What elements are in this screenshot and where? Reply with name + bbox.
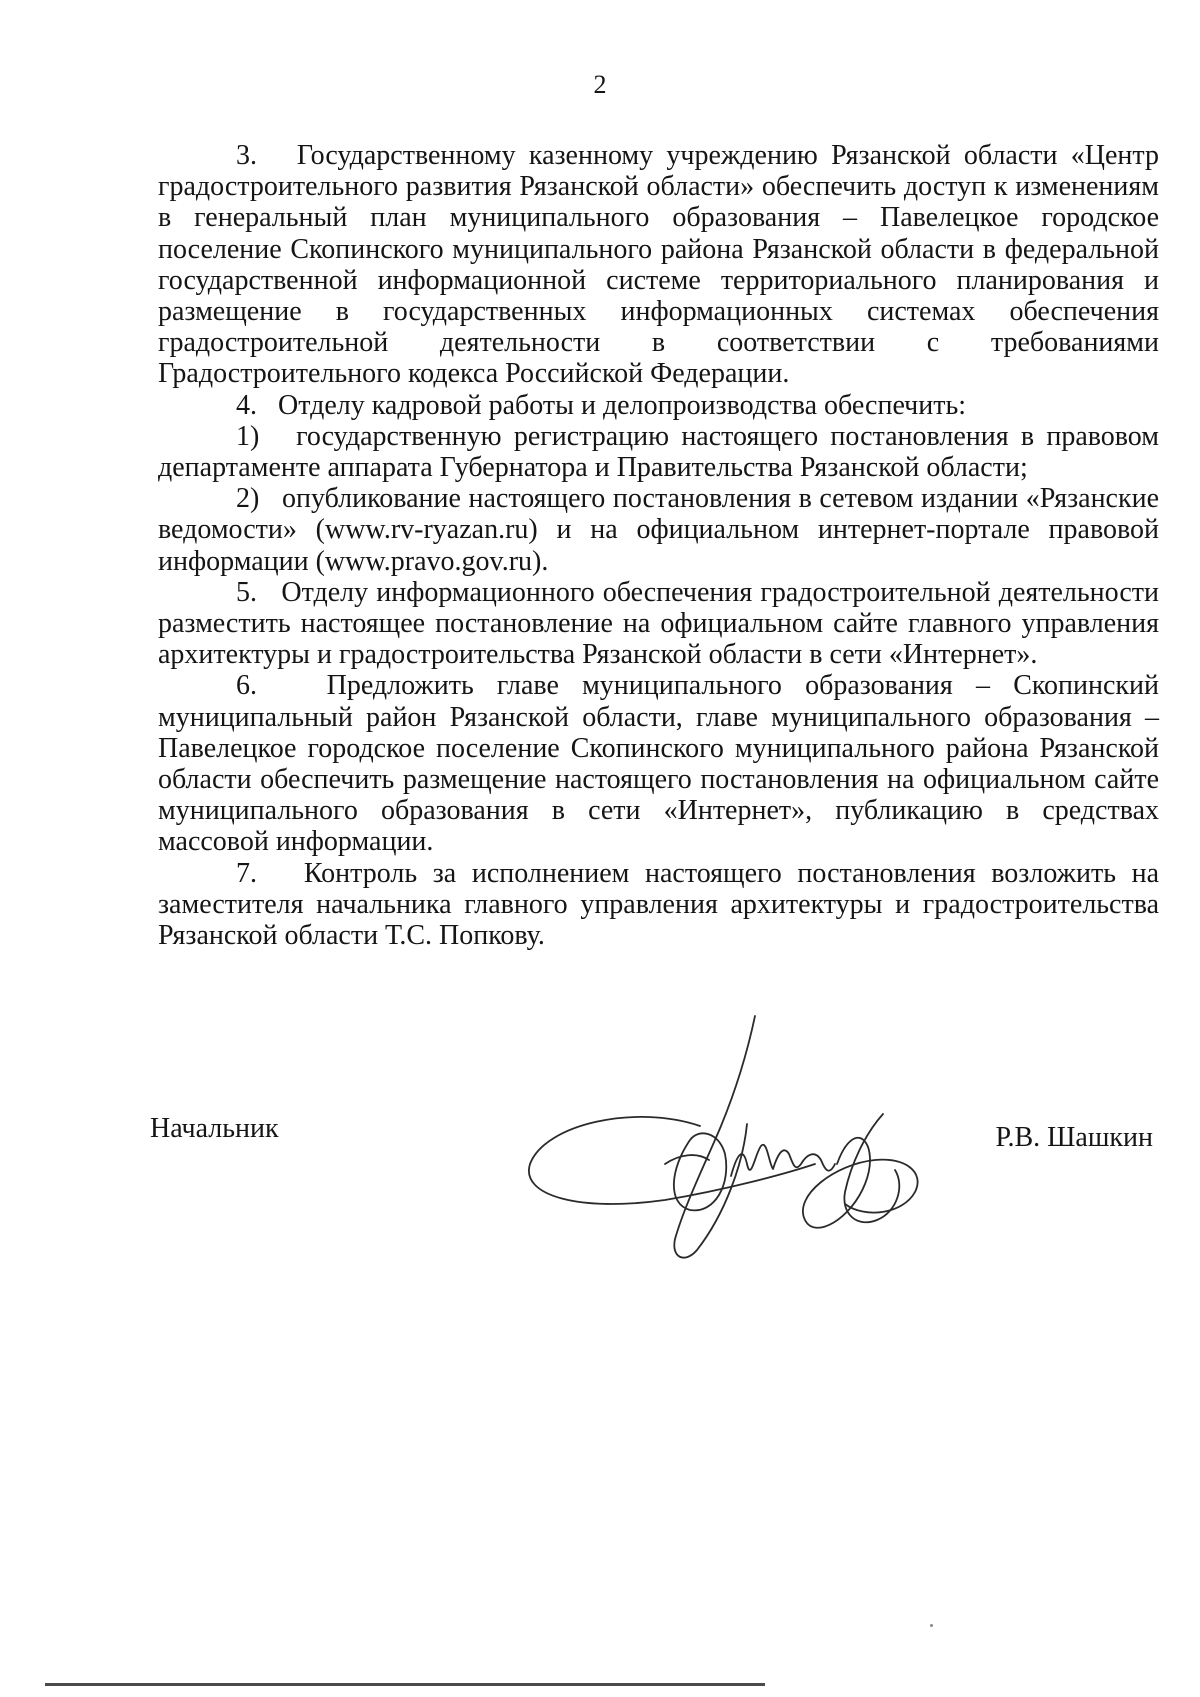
signature-block [150,1108,1153,1328]
handwritten-signature [485,1014,965,1294]
signer-name: Р.В. Шашкин [995,1122,1153,1153]
scan-speck [930,1624,933,1627]
paragraph-subitem-2: 2) опубликование настоящего постановления в сетевом издании «Рязанские ведомости» (www.rv-ryazan.ru) и на официальном интернет-портале правовой информации (www.pravo.gov.ru). [158,483,1159,577]
paragraph-item-6: 6. Предложить главе муниципального образования – Скопинский муниципальный район Рязанской области, главе муниципального образования – Павелецкое городское поселение Скопинского муниципального района Рязанской области обеспечить размещение настоящего постановления на официальном сайте муниципального образования в сети «Интернет», публикацию в средствах массовой информации. [158,670,1159,858]
paragraph-item-3: 3. Государственному казенному учреждению Рязанской области «Центр градостроительного развития Рязанской области» обеспечить доступ к изменениям в генеральный план муниципального образования – Павелецкое городское поселение Скопинского муниципального района Рязанской области в федеральной государственной информационной системе территориального планирования и размещение в государственных информационных системах обеспечения градостроительной деятельности в соответствии с требованиями Градостроительного кодекса Российской Федерации. [158,140,1159,390]
paragraph-item-7: 7. Контроль за исполнением настоящего постановления возложить на заместителя начальника главного управления архитектуры и градостроительства Рязанской области Т.С. Попкову. [158,857,1159,952]
paragraph-subitem-1: 1) государственную регистрацию настоящего постановления в правовом департаменте аппарата Губернатора и Правительства Рязанской области; [158,420,1159,484]
document-body [158,140,1159,951]
page-number: 2 [593,70,607,99]
paragraph-item-4: 4. Отделу кадровой работы и делопроизводства обеспечить: [236,389,967,421]
scan-edge-line [45,1683,765,1686]
paragraph-item-5: 5. Отделу информационного обеспечения градостроительной деятельности разместить настоящее постановление на официальном сайте главного управления архитектуры и градостроительства Рязанской области в сети «Интернет». [158,576,1159,671]
signer-position: Начальник [150,1113,279,1144]
